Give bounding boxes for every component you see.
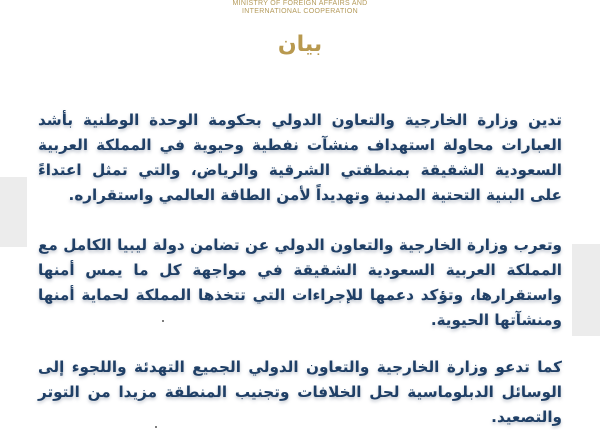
left-edge-panel: [0, 177, 27, 247]
statement-paragraph-1: تدين وزارة الخارجية والتعاون الدولي بحكومة الوحدة الوطنية بأشد العبارات محاولة استهداف منشآت نفطية وحيوية في المملكة العربية السعودية الشقيقة بمنطقتي الشرقية والرياض، والتي تمثل اعتداءً على البنية التحتية المدنية وتهديداً لأمن الطاقة العالمي واستقراره.: [38, 111, 562, 205]
right-edge-panel: [572, 244, 600, 336]
ministry-name-line2: INTERNATIONAL COOPERATION: [242, 8, 358, 15]
ministry-name: [0, 0, 600, 16]
stray-dot: [155, 426, 157, 428]
statement-title: بيان: [277, 32, 323, 57]
statement-paragraph-2: وتعرب وزارة الخارجية والتعاون الدولي عن تضامن دولة ليبيا الكامل مع المملكة العربية السعودية الشقيقة في مواجهة كل ما يمس أمنها واستقرارها، وتؤكد دعمها للإجراءات التي تتخذها المملكة لحماية أمنها ومنشآتها الحيوية.: [38, 236, 562, 330]
stray-dot: [162, 320, 164, 322]
statement-paragraph-3: كما تدعو وزارة الخارجية والتعاون الدولي الجميع التهدئة واللجوء إلى الوسائل الدبلوماسية لحل الخلافات وتجنيب المنطقة مزيدا من التوتر والتصعيد.: [38, 358, 562, 427]
ministry-name-line1: MINISTRY OF FOREIGN AFFAIRS AND: [232, 0, 368, 7]
